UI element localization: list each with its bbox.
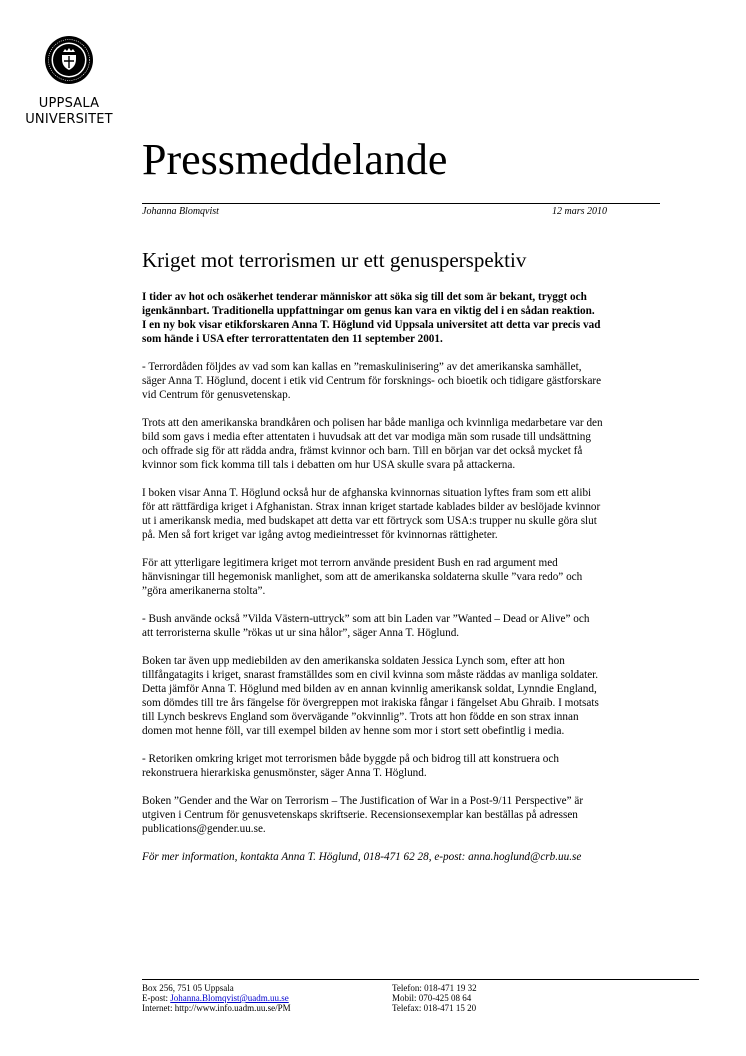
header-divider (142, 203, 660, 204)
release-date: 12 mars 2010 (552, 206, 608, 217)
paragraph-line: Boken ”Gender and the War on Terrorism – The Justification of War in a Post-9/11 Perspective” är (142, 795, 584, 807)
paragraph-line: Boken tar även upp mediebilden av den amerikanska soldaten Jessica Lynch som, efter att hon (142, 655, 565, 667)
article-paragraph (142, 416, 727, 472)
footer-divider (142, 979, 699, 980)
paragraph-line: bild som gavs i media efter attentaten i huvudsak att det var modiga män som rusade till undsättning (142, 431, 591, 443)
paragraph-line: tillfångatagits i kriget, snarast framställdes som en civil kvinna som måste räddas av manliga soldater. (142, 669, 599, 681)
paragraph-line: - Bush använde också ”Vilda Västern-uttryck” som att bin Laden var ”Wanted – Dead or Alive” och (142, 613, 590, 625)
university-seal-logo (44, 35, 94, 85)
paragraph-line: domen mot henne föll, var till exempel bilden av henne som mor i stort sett obefintlig i media. (142, 725, 565, 737)
article-paragraph (142, 752, 727, 780)
article-headline: Kriget mot terrorismen ur ett genusperspektiv (142, 248, 527, 272)
paragraph-line: I en ny bok visar etikforskaren Anna T. Höglund vid Uppsala universitet att detta var precis vad (142, 319, 601, 331)
footer-contact-right (392, 983, 477, 1013)
paragraph-line: på. Men så fort kriget var igång avtog medieintresset för kvinnornas rättigheter. (142, 529, 498, 541)
paragraph-line: till Lynch beskrevs England som övervägande ”okvinnlig”. Trots att hon födde en son strax innan (142, 711, 579, 723)
article-paragraph (142, 612, 727, 640)
footer-fax: Telefax: 018-471 15 20 (392, 1003, 477, 1013)
paragraph-line: kvinnor som fick komma till tals i debatten om hur USA skulle svara på attackerna. (142, 459, 516, 471)
footer-phone: Telefon: 018-471 19 32 (392, 983, 477, 993)
paragraph-line: säger Anna T. Höglund, docent i etik vid Centrum för forsknings- och bioetik och tidigare gästforskare (142, 375, 602, 387)
footer-address: Box 256, 751 05 Uppsala (142, 983, 234, 993)
paragraph-line: som hände i USA efter terrorattentaten den 11 september 2001. (142, 333, 443, 345)
paragraph-line: för att rättfärdiga kriget i Afghanistan. Strax innan kriget startade kablades bilder av beslöjade kvinnor (142, 501, 601, 513)
paragraph-line: Detta jämför Anna T. Höglund med bilden av en annan kvinnlig amerikansk soldat, Lynndie England, (142, 683, 597, 695)
footer-email-line (142, 993, 291, 1003)
paragraph-line: som dömdes till tre års fängelse för övergreppen mot irakiska fångar i fängelset Abu Ghraib. I motsats (142, 697, 599, 709)
paragraph-line: I tider av hot och osäkerhet tenderar människor att söka sig till det som är bekant, tryggt och (142, 291, 587, 303)
footer-email-label: E-post: (142, 993, 171, 1003)
article-paragraph (142, 486, 727, 542)
article-paragraph (142, 556, 727, 598)
paragraph-line: För att ytterligare legitimera kriget mot terrorn använde president Bush en rad argument med (142, 557, 558, 569)
footer-internet: Internet: http://www.info.uadm.uu.se/PM (142, 1003, 291, 1013)
paragraph-line: att terroristerna skulle ”rökas ut ur sina hålor”, säger Anna T. Höglund. (142, 627, 460, 639)
article-paragraph (142, 794, 727, 836)
university-name-line-1: UPPSALA (38, 96, 100, 111)
university-name (0, 96, 138, 128)
paragraph-line: Trots att den amerikanska brandkåren och polisen har både manliga och kvinnliga medarbetare var den (142, 417, 603, 429)
paragraph-line: igenkännbart. Traditionella uppfattningar om genus kan vara en viktig del i en sådan reaktion. (142, 305, 595, 317)
paragraph-line: rekonstruera hierarkiska genusmönster, säger Anna T. Höglund. (142, 767, 427, 779)
paragraph-line: - Terrordåden följdes av vad som kan kallas en ”remaskulinisering” av det amerikanska samhället, (142, 361, 582, 373)
university-name-line-2: UNIVERSITET (25, 112, 113, 127)
paragraph-line: utgiven i Centrum för genusvetenskaps skriftserie. Recensionsexemplar kan beställas på adressen (142, 809, 578, 821)
paragraph-line: och offrade sig för att rädda andra, främst kvinnor och barn. Till en början var det också mycket få (142, 445, 583, 457)
article-paragraph (142, 360, 727, 402)
paragraph-line: hänvisningar till hegemonisk manlighet, som att de amerikanska soldaterna skulle ”vara redo” och (142, 571, 583, 583)
footer-mobile: Mobil: 070-425 08 64 (392, 993, 472, 1003)
article-lead-paragraph (142, 290, 727, 346)
author-name: Johanna Blomqvist (142, 206, 219, 217)
document-title: Pressmeddelande (142, 135, 448, 184)
paragraph-line: publications@gender.uu.se. (142, 823, 266, 835)
paragraph-line: I boken visar Anna T. Höglund också hur de afghanska kvinnornas situation lyftes fram som ett alibi (142, 487, 592, 499)
footer-contact-left (142, 983, 291, 1013)
paragraph-line: För mer information, kontakta Anna T. Höglund, 018-471 62 28, e-post: anna.hoglund@crb.uu.se (142, 851, 582, 863)
footer-email-link[interactable]: Johanna.Blomqvist@uadm.uu.se (170, 993, 289, 1003)
article-body (142, 290, 727, 878)
paragraph-line: ”göra amerikanerna stolta”. (142, 585, 266, 597)
paragraph-line: ut i amerikansk media, med budskapet att detta var ett förtryck som USA:s trupper nu skulle göra slut (142, 515, 597, 527)
article-paragraph (142, 654, 727, 738)
paragraph-line: vid Centrum för genusvetenskap. (142, 389, 291, 401)
contact-info-paragraph (142, 850, 727, 864)
paragraph-line: - Retoriken omkring kriget mot terrorismen både byggde på och bidrog till att konstruera och (142, 753, 559, 765)
